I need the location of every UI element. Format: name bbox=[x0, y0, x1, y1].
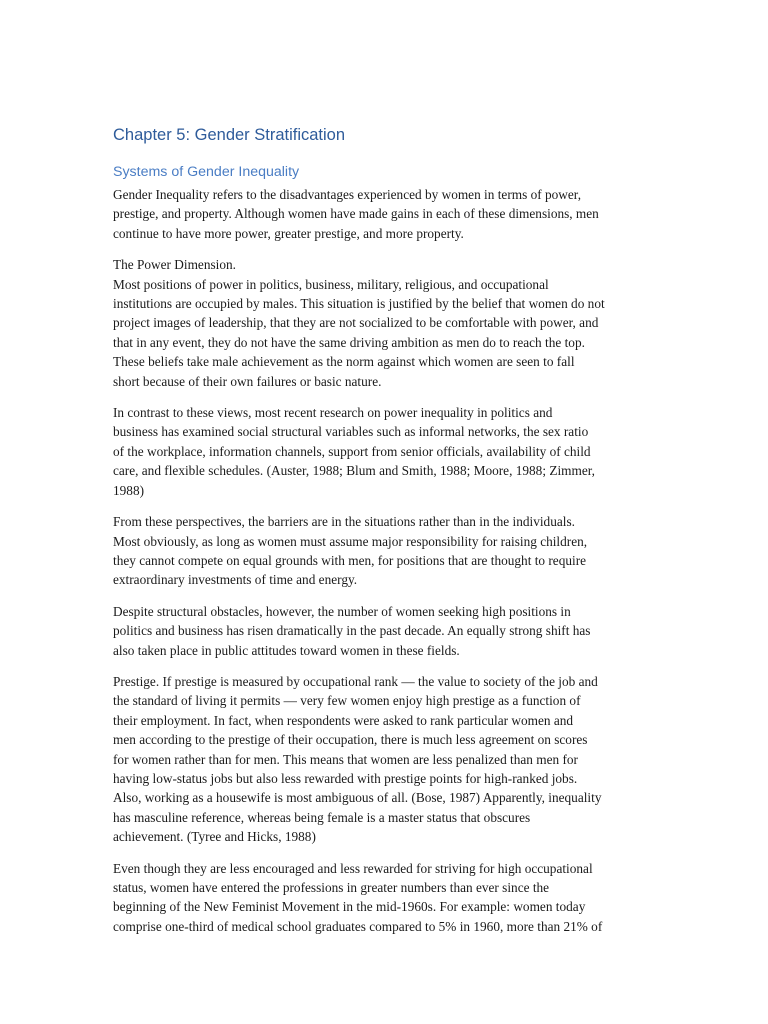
text-line: 1988) bbox=[113, 482, 145, 498]
paragraph-perspectives bbox=[113, 512, 658, 590]
text-line: the standard of living it permits — very few women enjoy high prestige as a function of bbox=[113, 693, 581, 709]
text-line: for women rather than for men. This means that women are less penalized than men for bbox=[113, 751, 578, 767]
text-line: Most obviously, as long as women must assume major responsibility for raising children, bbox=[113, 533, 588, 549]
text-line: has masculine reference, whereas being female is a master status that obscures bbox=[113, 809, 531, 825]
text-line: institutions are occupied by males. This situation is justified by the belief that women do not bbox=[113, 296, 605, 312]
paragraph-prestige bbox=[113, 672, 658, 847]
text-line: of the workplace, information channels, support from senior officials, availability of child bbox=[113, 443, 591, 459]
section-title: Systems of Gender Inequality bbox=[113, 164, 300, 180]
text-line: having low-status jobs but also less rewarded with prestige points for high-ranked jobs. bbox=[113, 770, 578, 786]
text-line: beginning of the New Feminist Movement in the mid-1960s. For example: women today bbox=[113, 899, 586, 915]
text-line: prestige, and property. Although women have made gains in each of these dimensions, men bbox=[113, 206, 599, 222]
text-line: men according to the prestige of their occupation, there is much less agreement on scores bbox=[113, 732, 588, 748]
document-body bbox=[113, 123, 658, 948]
text-line: they cannot compete on equal grounds with men, for positions that are thought to require bbox=[113, 552, 587, 568]
text-line: status, women have entered the professions in greater numbers than ever since the bbox=[113, 880, 550, 895]
text-line: that in any event, they do not have the same driving ambition as men do to reach the top. bbox=[113, 334, 585, 350]
text-line: politics and business has risen dramatically in the past decade. An equally strong shift has bbox=[113, 623, 591, 639]
text-line: business has examined social structural variables such as informal networks, the sex ratio bbox=[113, 424, 589, 440]
text-line: Even though they are less encouraged and less rewarded for striving for high occupational bbox=[113, 860, 593, 876]
chapter-title: Chapter 5: Gender Stratification bbox=[113, 126, 346, 144]
text-line: comprise one-third of medical school graduates compared to 5% in 1960, more than 21% of bbox=[113, 918, 603, 934]
paragraph-research bbox=[113, 403, 658, 500]
text-line: extraordinary investments of time and energy. bbox=[113, 572, 358, 588]
text-line: Most positions of power in politics, business, military, religious, and occupational bbox=[113, 276, 549, 292]
paragraph-intro bbox=[113, 185, 658, 243]
text-line: care, and flexible schedules. (Auster, 1988; Blum and Smith, 1988; Moore, 1988; Zimmer, bbox=[113, 463, 595, 479]
text-line: These beliefs take male achievement as the norm against which women are seen to fall bbox=[113, 354, 575, 370]
text-line: Despite structural obstacles, however, the number of women seeking high positions in bbox=[113, 603, 571, 619]
text-line: their employment. In fact, when respondents were asked to rank particular women and bbox=[113, 712, 574, 728]
paragraph-professions bbox=[113, 859, 658, 937]
text-line: From these perspectives, the barriers are in the situations rather than in the individuals. bbox=[113, 514, 575, 530]
text-line: short because of their own failures or basic nature. bbox=[113, 373, 382, 389]
paragraph-obstacles bbox=[113, 602, 658, 660]
text-line: The Power Dimension. bbox=[113, 257, 236, 273]
text-line: continue to have more power, greater prestige, and more property. bbox=[113, 225, 464, 241]
text-line: Prestige. If prestige is measured by occupational rank — the value to society of the job and bbox=[113, 673, 598, 689]
text-line: achievement. (Tyree and Hicks, 1988) bbox=[113, 829, 316, 845]
paragraph-power-dimension bbox=[113, 255, 658, 391]
text-line: project images of leadership, that they are not socialized to be comfortable with power, and bbox=[113, 315, 599, 331]
text-line: Also, working as a housewife is most ambiguous of all. (Bose, 1987) Apparently, inequality bbox=[113, 790, 602, 806]
text-line: also taken place in public attitudes toward women in these fields. bbox=[113, 642, 460, 658]
text-line: In contrast to these views, most recent research on power inequality in politics and bbox=[113, 405, 553, 421]
text-line: Gender Inequality refers to the disadvantages experienced by women in terms of power, bbox=[113, 187, 582, 202]
